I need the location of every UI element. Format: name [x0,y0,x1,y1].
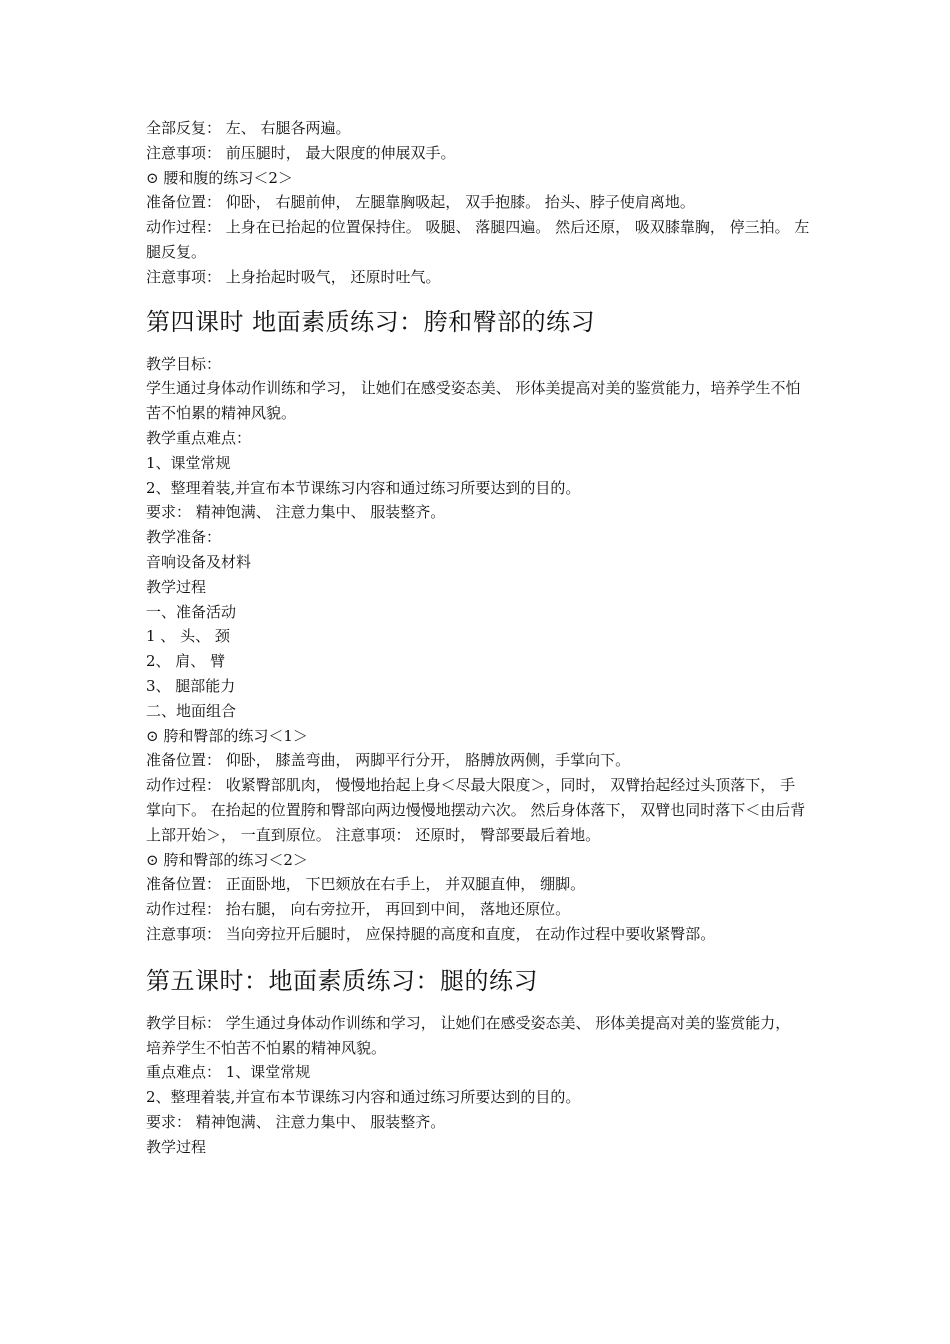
lesson5-body [146,1011,810,1160]
text-line: ⊙ 胯和臀部的练习＜1＞ [146,726,308,745]
text-line: 1 、 头、 颈 [146,627,230,646]
text-line: 重点难点： 1、课堂常规 [146,1063,311,1082]
text-line: 教学准备： [146,528,222,547]
text-line: 2、整理着装,并宣布本节课练习内容和通过练习所要达到的目的。 [146,1088,581,1107]
text-line: 注意事项： 上身抬起时吸气， 还原时吐气。 [146,267,441,286]
text-line: 一、准备活动 [146,602,237,621]
text-line: 2、 肩、 臂 [146,652,226,671]
text-line: 准备位置： 仰卧， 右腿前伸， 左腿靠胸吸起， 双手抱膝。 抬头、脖子使肩离地。 [146,193,695,212]
text-line: 3、 腿部能力 [146,676,236,695]
text-line: 动作过程： 收紧臀部肌肉， 慢慢地抬起上身＜尽最大限度＞，同时， 双臂抬起经过头顶落下， 手掌向下。 在抬起的位置胯和臀部向两边慢慢地摆动六次。 然后身体落下， 双臂也同时落下＜由后背上部开始＞， 一直到原位。 注意事项： 还原时， 臀部要最后着地。 [146,776,806,844]
text-line: 教学目标： 学生通过身体动作训练和学习， 让她们在感受姿态美、 形体美提高对美的鉴赏能力， 培养学生不怕苦不怕累的精神风貌。 [146,1013,791,1057]
text-line: 全部反复： 左、 右腿各两遍。 [146,119,351,137]
text-line: 动作过程： 抬右腿， 向右旁拉开， 再回到中间， 落地还原位。 [146,900,571,919]
text-line: 要求： 精神饱满、 注意力集中、 服装整齐。 [146,503,446,522]
text-line: 注意事项： 前压腿时， 最大限度的伸展双手。 [146,143,456,162]
text-line: 1、课堂常规 [146,453,231,472]
text-line: 注意事项： 当向旁拉开后腿时， 应保持腿的高度和直度， 在动作过程中要收紧臀部。 [146,924,716,943]
lesson4-body [146,352,810,947]
text-line: 准备位置： 仰卧， 膝盖弯曲， 两脚平行分开， 胳膊放两侧，手掌向下。 [146,751,631,770]
text-line: 教学目标： [146,354,222,373]
text-line: 教学重点难点： [146,428,252,447]
text-line: 学生通过身体动作训练和学习， 让她们在感受姿态美、 形体美提高对美的鉴赏能力，培养学生不怕苦不怕累的精神风貌。 [146,379,801,423]
text-line: 教学过程 [146,577,207,596]
text-line: 动作过程： 上身在已抬起的位置保持住。 吸腿、 落腿四遍。 然后还原， 吸双膝靠胸， 停三拍。 左腿反复。 [146,218,810,261]
text-line: ⊙ 腰和腹的练习＜2＞ [146,168,293,187]
text-line: 2、整理着装,并宣布本节课练习内容和通过练习所要达到的目的。 [146,478,581,497]
lesson4-heading: 第四课时 地面素质练习：胯和臀部的练习 [146,307,596,336]
text-line: 要求： 精神饱满、 注意力集中、 服装整齐。 [146,1112,446,1131]
text-line: 音响设备及材料 [146,552,252,571]
text-line: 教学过程 [146,1137,207,1156]
text-line: 准备位置： 正面卧地， 下巴颏放在右手上， 并双腿直伸， 绷脚。 [146,875,586,894]
text-line: ⊙ 胯和臀部的练习＜2＞ [146,850,308,869]
document-page [146,116,810,1159]
section-top [146,116,810,290]
text-line: 二、地面组合 [146,701,237,720]
lesson5-heading: 第五课时：地面素质练习：腿的练习 [146,966,538,995]
